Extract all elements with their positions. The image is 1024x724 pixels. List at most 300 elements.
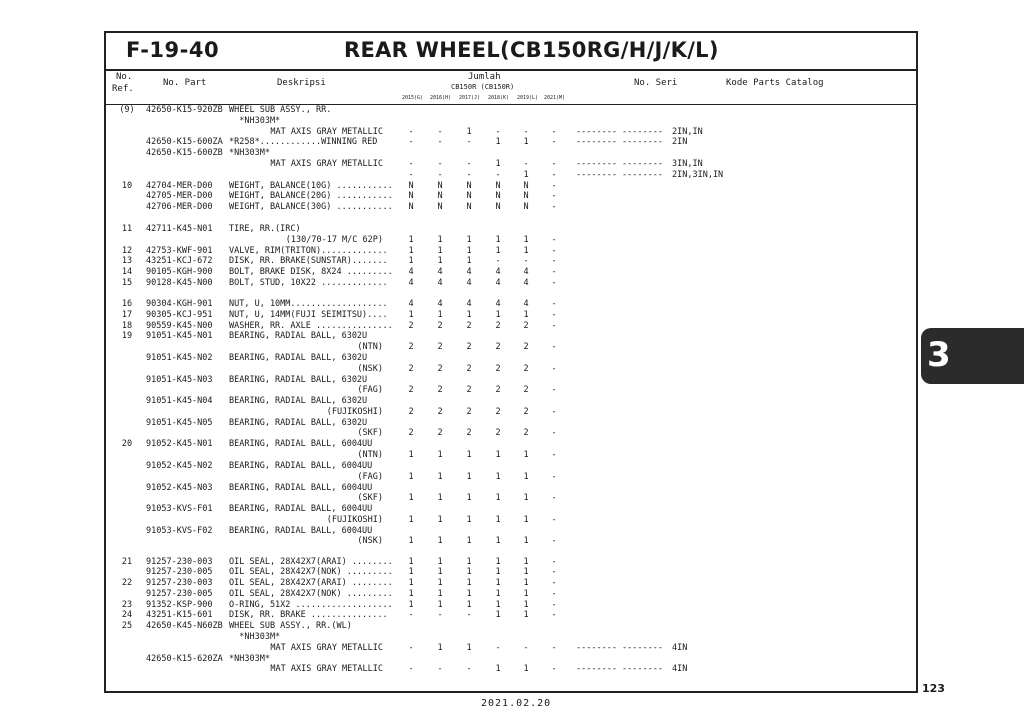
description: DISK, RR. BRAKE(SUNSTAR).......	[229, 256, 388, 266]
description: O-RING, 51X2 ...................	[229, 600, 393, 610]
qty-cell: 1	[495, 567, 501, 577]
qty-cell: 1	[466, 567, 472, 577]
qty-cell: -	[523, 256, 529, 266]
qty-cell: 1	[408, 450, 414, 460]
table-row	[106, 621, 916, 632]
qty-cell: -	[523, 127, 529, 137]
part-number: 90559-K45-N00	[146, 321, 213, 331]
catalog-code: 4IN	[672, 643, 688, 653]
qty-cell: 2	[437, 385, 443, 395]
serial-from: --------	[576, 643, 617, 653]
description-detail: MAT AXIS GRAY METALLIC	[270, 127, 383, 137]
qty-cell: 1	[523, 235, 529, 245]
description: TIRE, RR.(IRC)	[229, 224, 301, 234]
table-row	[106, 504, 916, 515]
qty-cell: 2	[523, 364, 529, 374]
description-detail: (NTN)	[357, 450, 383, 460]
qty-cell: 1	[408, 246, 414, 256]
table-row	[106, 407, 916, 418]
serial-from: --------	[576, 170, 617, 180]
qty-cell: 2	[437, 364, 443, 374]
title-row	[106, 33, 916, 71]
qty-cell: 2	[466, 428, 472, 438]
ref-number: 17	[121, 310, 133, 320]
qty-cell: 1	[495, 589, 501, 599]
qty-cell: 1	[437, 472, 443, 482]
description-detail: (FAG)	[357, 385, 383, 395]
parts-table-body	[106, 105, 916, 691]
table-row	[106, 567, 916, 578]
qty-cell: 1	[466, 578, 472, 588]
qty-cell: 2	[408, 385, 414, 395]
qty-cell: 2	[495, 342, 501, 352]
table-row	[106, 170, 916, 181]
qty-cell: -	[437, 170, 443, 180]
qty-cell: -	[495, 127, 501, 137]
serial-to: --------	[622, 643, 663, 653]
description-detail: (FUJIKOSHI)	[326, 407, 383, 417]
qty-cell: 4	[437, 278, 443, 288]
qty-cell: 1	[437, 567, 443, 577]
part-number: 90304-KGH-901	[146, 299, 213, 309]
qty-cell: 1	[523, 536, 529, 546]
description: OIL SEAL, 28X42X7(NOK) .........	[229, 589, 393, 599]
qty-cell: -	[551, 407, 557, 417]
qty-cell: -	[551, 342, 557, 352]
description-detail: (FUJIKOSHI)	[326, 515, 383, 525]
qty-cell: 4	[523, 299, 529, 309]
qty-cell: N	[495, 181, 501, 191]
qty-cell: 1	[408, 557, 414, 567]
qty-cell: 1	[466, 515, 472, 525]
ref-number: 15	[121, 278, 133, 288]
description-detail: MAT AXIS GRAY METALLIC	[270, 643, 383, 653]
qty-cell: -	[523, 643, 529, 653]
table-row	[106, 632, 916, 643]
qty-cell: 2	[495, 385, 501, 395]
serial-to: --------	[622, 159, 663, 169]
qty-cell: 4	[495, 267, 501, 277]
part-number: 91051-K45-N03	[146, 375, 213, 385]
part-number: 91052-K45-N01	[146, 439, 213, 449]
table-row	[106, 396, 916, 407]
description: NUT, U, 14MM(FUJI SEIMITSU)....	[229, 310, 388, 320]
qty-cell: 1	[437, 557, 443, 567]
part-number: 42650-K15-600ZA	[146, 137, 223, 147]
col-ref-line1: No.	[116, 72, 133, 82]
qty-cell: -	[551, 536, 557, 546]
qty-cell: 1	[523, 567, 529, 577]
table-row	[106, 256, 916, 267]
qty-cell: 2	[408, 321, 414, 331]
qty-cell: 2	[437, 407, 443, 417]
ref-number: 10	[121, 181, 133, 191]
part-number: 42650-K15-600ZB	[146, 148, 223, 158]
qty-cell: 1	[437, 450, 443, 460]
qty-cell: N	[466, 191, 472, 201]
qty-cell: -	[523, 159, 529, 169]
description-detail: (NTN)	[357, 342, 383, 352]
serial-to: --------	[622, 127, 663, 137]
qty-cell: 1	[408, 536, 414, 546]
table-row	[106, 224, 916, 235]
table-row	[106, 472, 916, 483]
qty-cell: 1	[466, 589, 472, 599]
qty-cell: N	[408, 202, 414, 212]
table-row	[106, 364, 916, 375]
part-number: 42706-MER-D00	[146, 202, 213, 212]
table-row	[106, 331, 916, 342]
table-row	[106, 148, 916, 159]
table-row	[106, 159, 916, 170]
qty-cell: -	[551, 578, 557, 588]
part-number: 42753-KWF-901	[146, 246, 213, 256]
qty-cell: N	[437, 191, 443, 201]
table-row	[106, 536, 916, 547]
qty-cell: -	[437, 159, 443, 169]
qty-cell: -	[408, 170, 414, 180]
qty-cell: 2	[466, 342, 472, 352]
description: WEIGHT, BALANCE(10G) ...........	[229, 181, 393, 191]
table-row	[106, 278, 916, 289]
qty-cell: 1	[408, 472, 414, 482]
table-row	[106, 105, 916, 116]
qty-cell: N	[495, 191, 501, 201]
table-row	[106, 191, 916, 202]
col-year: 2015(G)	[402, 95, 424, 101]
qty-cell: 2	[437, 342, 443, 352]
qty-cell: 1	[466, 600, 472, 610]
description: WEIGHT, BALANCE(30G) ...........	[229, 202, 393, 212]
table-row	[106, 493, 916, 504]
qty-cell: 1	[523, 664, 529, 674]
part-number: 42705-MER-D00	[146, 191, 213, 201]
qty-cell: 4	[495, 299, 501, 309]
qty-cell: -	[551, 127, 557, 137]
qty-cell: 1	[437, 256, 443, 266]
table-row	[106, 342, 916, 353]
qty-cell: 2	[408, 407, 414, 417]
qty-cell: 1	[495, 557, 501, 567]
part-number: 91052-K45-N03	[146, 483, 213, 493]
part-number: 91052-K45-N02	[146, 461, 213, 471]
ref-number: 16	[121, 299, 133, 309]
table-header	[106, 69, 916, 105]
qty-cell: -	[551, 450, 557, 460]
col-part: No. Part	[163, 78, 207, 88]
table-row	[106, 643, 916, 654]
table-row	[106, 310, 916, 321]
qty-cell: -	[551, 600, 557, 610]
ref-number: 25	[121, 621, 133, 631]
description: BEARING, RADIAL BALL, 6004UU	[229, 439, 373, 449]
catalog-code: 4IN	[672, 664, 688, 674]
qty-cell: N	[437, 202, 443, 212]
qty-cell: -	[408, 137, 414, 147]
qty-cell: -	[408, 159, 414, 169]
qty-cell: 1	[523, 137, 529, 147]
qty-cell: 1	[523, 600, 529, 610]
qty-cell: 1	[495, 664, 501, 674]
qty-cell: -	[437, 610, 443, 620]
table-row	[106, 202, 916, 213]
qty-cell: 1	[495, 600, 501, 610]
chapter-tab	[921, 328, 1024, 384]
qty-cell: 2	[408, 364, 414, 374]
qty-cell: 1	[466, 235, 472, 245]
description: BOLT, STUD, 10X22 .............	[229, 278, 388, 288]
qty-cell: -	[495, 170, 501, 180]
qty-cell: N	[466, 181, 472, 191]
col-seri: No. Seri	[634, 78, 678, 88]
qty-cell: 1	[495, 493, 501, 503]
part-number: 91257-230-005	[146, 589, 213, 599]
qty-cell: 1	[523, 450, 529, 460]
col-year: 2018(K)	[488, 95, 510, 101]
qty-cell: N	[408, 191, 414, 201]
description: *NH303M*	[229, 654, 270, 664]
description: VALVE, RIM(TRITON).............	[229, 246, 388, 256]
table-row	[106, 353, 916, 364]
qty-cell: -	[551, 557, 557, 567]
catalog-frame	[104, 31, 918, 693]
qty-cell: 1	[523, 246, 529, 256]
qty-cell: 2	[495, 364, 501, 374]
ref-number: 13	[121, 256, 133, 266]
description: BEARING, RADIAL BALL, 6004UU	[229, 461, 373, 471]
qty-cell: 1	[408, 256, 414, 266]
qty-cell: 1	[523, 578, 529, 588]
qty-cell: 1	[466, 472, 472, 482]
qty-cell: 1	[408, 235, 414, 245]
description: BEARING, RADIAL BALL, 6004UU	[229, 526, 373, 536]
qty-cell: 1	[408, 515, 414, 525]
description-detail: (130/70-17 M/C 62P)	[285, 235, 383, 245]
table-row	[106, 137, 916, 148]
part-number: 91051-K45-N04	[146, 396, 213, 406]
part-number: 42650-K45-N60ZB	[146, 621, 223, 631]
description: OIL SEAL, 28X42X7(ARAI) ........	[229, 578, 393, 588]
part-number: 43251-KCJ-672	[146, 256, 213, 266]
part-number: 91257-230-003	[146, 557, 213, 567]
qty-cell: 4	[466, 267, 472, 277]
table-row	[106, 610, 916, 621]
footer-date: 2021.02.20	[481, 698, 552, 709]
ref-number: 22	[121, 578, 133, 588]
qty-cell: 2	[466, 321, 472, 331]
qty-cell: 1	[495, 235, 501, 245]
qty-cell: N	[523, 191, 529, 201]
qty-cell: 1	[466, 310, 472, 320]
qty-cell: -	[551, 664, 557, 674]
qty-cell: -	[551, 428, 557, 438]
part-number: 91257-230-005	[146, 567, 213, 577]
qty-cell: 2	[523, 428, 529, 438]
qty-cell: 4	[466, 299, 472, 309]
qty-cell: 4	[408, 267, 414, 277]
qty-cell: -	[551, 137, 557, 147]
table-row	[106, 439, 916, 450]
description: *NH303M*	[229, 632, 281, 642]
qty-cell: 1	[495, 159, 501, 169]
qty-cell: 1	[495, 310, 501, 320]
ref-number: 14	[121, 267, 133, 277]
figure-code: F-19-40	[126, 38, 220, 62]
qty-cell: -	[437, 664, 443, 674]
qty-cell: 1	[437, 536, 443, 546]
catalog-code: 2IN,IN	[672, 127, 703, 137]
qty-cell: -	[551, 267, 557, 277]
qty-cell: 4	[523, 267, 529, 277]
qty-cell: -	[551, 170, 557, 180]
qty-cell: -	[551, 310, 557, 320]
qty-cell: 1	[466, 493, 472, 503]
description-detail: (FAG)	[357, 472, 383, 482]
qty-cell: 1	[437, 310, 443, 320]
qty-cell: 1	[495, 246, 501, 256]
qty-cell: 1	[408, 589, 414, 599]
col-year: 2021(M)	[544, 95, 566, 101]
qty-cell: 1	[466, 246, 472, 256]
qty-cell: 1	[523, 589, 529, 599]
part-number: 90305-KCJ-951	[146, 310, 213, 320]
qty-cell: 1	[495, 610, 501, 620]
qty-cell: N	[408, 181, 414, 191]
col-catalog: Kode Parts Catalog	[726, 78, 824, 88]
qty-cell: 1	[495, 536, 501, 546]
qty-cell: 4	[523, 278, 529, 288]
description: BEARING, RADIAL BALL, 6004UU	[229, 504, 373, 514]
qty-cell: 1	[408, 600, 414, 610]
ref-number: 11	[121, 224, 133, 234]
qty-cell: N	[466, 202, 472, 212]
qty-cell: -	[551, 159, 557, 169]
table-row	[106, 515, 916, 526]
serial-from: --------	[576, 664, 617, 674]
qty-cell: 1	[523, 170, 529, 180]
qty-cell: -	[551, 256, 557, 266]
qty-cell: 4	[495, 278, 501, 288]
table-row	[106, 299, 916, 310]
qty-cell: -	[551, 246, 557, 256]
qty-cell: 1	[466, 643, 472, 653]
part-number: 42650-K15-620ZA	[146, 654, 223, 664]
qty-cell: N	[523, 202, 529, 212]
qty-cell: 1	[466, 256, 472, 266]
description: BEARING, RADIAL BALL, 6004UU	[229, 483, 373, 493]
qty-cell: N	[495, 202, 501, 212]
qty-cell: -	[495, 256, 501, 266]
qty-cell: -	[551, 364, 557, 374]
qty-cell: 1	[437, 246, 443, 256]
qty-cell: -	[551, 181, 557, 191]
col-year: 2019(L)	[517, 95, 539, 101]
qty-cell: -	[551, 202, 557, 212]
description: BEARING, RADIAL BALL, 6302U	[229, 353, 368, 363]
description: BEARING, RADIAL BALL, 6302U	[229, 418, 368, 428]
qty-cell: -	[551, 493, 557, 503]
ref-number: (9)	[119, 105, 135, 115]
qty-cell: 1	[466, 450, 472, 460]
description: BOLT, BRAKE DISK, 8X24 .........	[229, 267, 393, 277]
serial-to: --------	[622, 664, 663, 674]
description: BEARING, RADIAL BALL, 6302U	[229, 331, 368, 341]
description: *NH303M*	[229, 116, 281, 126]
part-number: 91257-230-003	[146, 578, 213, 588]
table-row	[106, 116, 916, 127]
qty-cell: 2	[523, 321, 529, 331]
description: BEARING, RADIAL BALL, 6302U	[229, 396, 368, 406]
description: OIL SEAL, 28X42X7(ARAI) ........	[229, 557, 393, 567]
description-detail: (NSK)	[357, 364, 383, 374]
qty-cell: 2	[437, 321, 443, 331]
qty-cell: -	[551, 321, 557, 331]
qty-cell: 1	[495, 578, 501, 588]
ref-number: 21	[121, 557, 133, 567]
qty-cell: -	[551, 235, 557, 245]
table-row	[106, 461, 916, 472]
table-row	[106, 578, 916, 589]
qty-cell: 1	[437, 515, 443, 525]
part-number: 91352-KSP-900	[146, 600, 213, 610]
catalog-code: 2IN,3IN,IN	[672, 170, 724, 180]
description: BEARING, RADIAL BALL, 6302U	[229, 375, 368, 385]
qty-cell: -	[495, 643, 501, 653]
qty-cell: 4	[466, 278, 472, 288]
part-number: 91053-KVS-F01	[146, 504, 213, 514]
part-number: 90105-KGH-900	[146, 267, 213, 277]
qty-cell: 1	[408, 567, 414, 577]
qty-cell: -	[551, 385, 557, 395]
part-number: 42704-MER-D00	[146, 181, 213, 191]
qty-cell: 4	[408, 299, 414, 309]
qty-cell: -	[437, 127, 443, 137]
page-number: 123	[922, 682, 945, 695]
serial-from: --------	[576, 137, 617, 147]
qty-cell: 1	[408, 310, 414, 320]
description: WASHER, RR. AXLE ...............	[229, 321, 393, 331]
col-year: 2017(J)	[459, 95, 481, 101]
qty-cell: 2	[495, 428, 501, 438]
description: OIL SEAL, 28X42X7(NOK) .........	[229, 567, 393, 577]
qty-cell: 1	[495, 450, 501, 460]
part-number: 90128-K45-N00	[146, 278, 213, 288]
qty-cell: -	[466, 159, 472, 169]
qty-cell: -	[551, 191, 557, 201]
qty-cell: 1	[523, 493, 529, 503]
qty-cell: 4	[408, 278, 414, 288]
qty-cell: 2	[466, 364, 472, 374]
serial-to: --------	[622, 170, 663, 180]
description-detail: (SKF)	[357, 428, 383, 438]
qty-cell: 1	[466, 536, 472, 546]
qty-cell: 2	[495, 321, 501, 331]
catalog-code: 3IN,IN	[672, 159, 703, 169]
qty-cell: 1	[523, 557, 529, 567]
part-number: 91051-K45-N01	[146, 331, 213, 341]
ref-number: 18	[121, 321, 133, 331]
qty-cell: 1	[495, 137, 501, 147]
qty-cell: 1	[437, 493, 443, 503]
qty-cell: -	[466, 610, 472, 620]
description: WHEEL SUB ASSY., RR.(WL)	[229, 621, 352, 631]
qty-cell: 1	[495, 472, 501, 482]
qty-cell: 4	[437, 267, 443, 277]
qty-cell: -	[551, 589, 557, 599]
description: *NH303M*	[229, 148, 270, 158]
qty-cell: 1	[495, 515, 501, 525]
part-number: 91053-KVS-F02	[146, 526, 213, 536]
